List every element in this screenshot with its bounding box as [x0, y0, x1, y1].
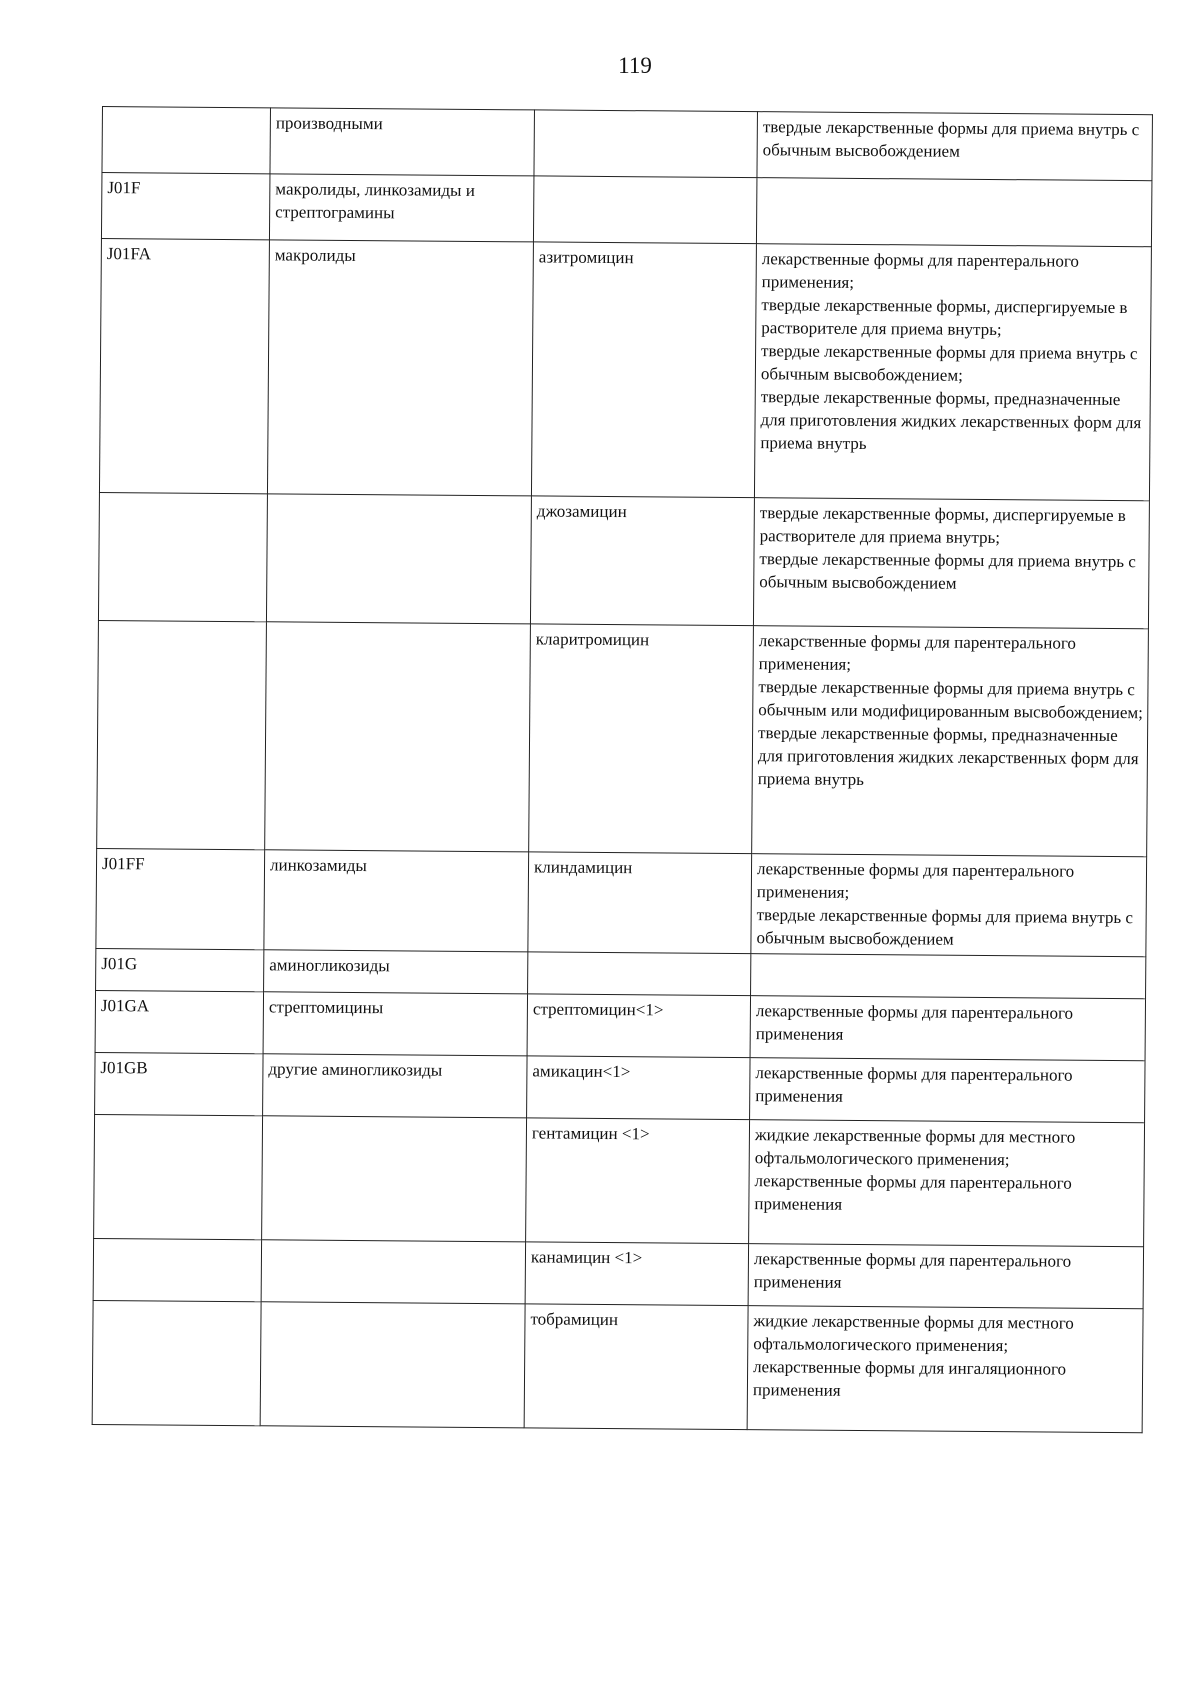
atc-code-cell: [94, 1114, 263, 1239]
drug-name-cell: стрептомицин<1>: [527, 994, 750, 1058]
atc-code-cell: [93, 1238, 261, 1301]
atc-code-cell: J01GA: [95, 990, 263, 1053]
drug-name-cell: [534, 110, 758, 178]
dosage-form-text: жидкие лекарственные формы для местного офтальмологического применения;: [753, 1311, 1074, 1356]
dosage-form-text: твердые лекарственные формы для приема внутрь с обычным высвобождением: [756, 905, 1134, 949]
dosage-form-text: лекарственные формы для ингаляционного применения: [752, 1357, 1067, 1400]
table-row: [101, 173, 1151, 247]
dosage-form-text: твердые лекарственные формы, предназначенные для приготовления жидких лекарственных форм для приема внутрь: [760, 387, 1142, 454]
drug-name-cell: гентамицин <1>: [526, 1118, 750, 1244]
group-name-cell: линкозамиды: [264, 850, 529, 952]
dosage-form-text: твердые лекарственные формы, диспергируемые в растворителе для приема внутрь;: [759, 503, 1126, 548]
drug-name-cell: канамицин <1>: [525, 1242, 748, 1306]
dosage-form-text: лекарственные формы для парентерального применения;: [756, 859, 1075, 902]
table-row: [95, 1052, 1145, 1122]
group-name-cell: аминогликозиды: [264, 950, 528, 994]
table-row: [95, 990, 1145, 1060]
dosage-form-text: твердые лекарственные формы для приема внутрь с обычным высвобождением: [762, 117, 1140, 161]
group-name-cell: [266, 494, 531, 624]
table-row: [97, 620, 1149, 856]
dosage-forms-cell: [751, 854, 1147, 957]
dosage-forms-cell: [750, 996, 1145, 1061]
dosage-forms-cell: [757, 112, 1153, 181]
table-body: [92, 107, 1152, 1433]
drug-name-cell: [533, 176, 757, 244]
dosage-form-text: твердые лекарственные формы, диспергируемые в растворителе для приема внутрь;: [761, 295, 1128, 340]
dosage-form-text: лекарственные формы для парентерального применения: [753, 1249, 1072, 1292]
drug-name-cell: клиндамицин: [528, 852, 752, 954]
drug-name-cell: [528, 952, 751, 996]
drug-name-cell: азитромицин: [531, 242, 756, 498]
atc-code-cell: [92, 1300, 261, 1425]
atc-code-cell: J01GB: [95, 1052, 263, 1115]
group-name-cell: стрептомицины: [263, 992, 527, 1056]
table-row: [92, 1300, 1143, 1432]
group-name-cell: другие аминогликозиды: [263, 1054, 527, 1118]
dosage-forms-cell: [751, 954, 1146, 999]
atc-code-cell: [102, 107, 271, 174]
atc-code-cell: [98, 492, 267, 621]
drug-name-cell: амикацин<1>: [527, 1056, 750, 1120]
group-name-cell: [265, 622, 531, 852]
page-number: 119: [618, 53, 652, 78]
group-name-cell: макролиды, линкозамиды и стрептограмины: [269, 174, 534, 242]
atc-code-cell: J01G: [96, 948, 264, 991]
group-name-cell: [262, 1116, 527, 1242]
dosage-forms-cell: [749, 1120, 1145, 1247]
atc-code-cell: J01FA: [99, 238, 269, 493]
dosage-forms-cell: [752, 626, 1149, 857]
dosage-form-text: лекарственные формы для парентерального применения;: [761, 249, 1080, 292]
drug-table: [92, 106, 1153, 1433]
dosage-form-text: лекарственные формы для парентерального применения: [755, 1001, 1074, 1044]
dosage-form-text: твердые лекарственные формы для приема внутрь с обычным высвобождением: [759, 549, 1136, 593]
dosage-form-text: лекарственные формы для парентерального применения: [754, 1171, 1072, 1214]
atc-code-cell: J01F: [101, 173, 270, 240]
dosage-form-text: лекарственные формы для парентерального применения;: [758, 631, 1077, 674]
dosage-form-text: твердые лекарственные формы для приема внутрь с обычным или модифицированным высвобождением;: [758, 677, 1144, 723]
atc-code-cell: J01FF: [96, 848, 265, 949]
table-row: [99, 238, 1151, 500]
table-row: [98, 492, 1149, 628]
group-name-cell: [260, 1302, 525, 1428]
group-name-cell: производными: [270, 108, 535, 176]
table-row: [102, 107, 1152, 181]
atc-code-cell: [97, 620, 267, 849]
dosage-forms-cell: [753, 498, 1149, 629]
dosage-form-text: твердые лекарственные формы, предназначенные для приготовления жидких лекарственных форм для приема внутрь: [757, 723, 1139, 790]
dosage-form-text: лекарственные формы для парентерального применения: [755, 1063, 1073, 1106]
table-row: [96, 848, 1147, 956]
drug-name-cell: джозамицин: [530, 496, 754, 626]
dosage-forms-cell: [756, 178, 1152, 247]
dosage-forms-cell: [750, 1058, 1145, 1123]
drug-name-cell: тобрамицин: [524, 1304, 748, 1430]
table-row: [94, 1114, 1145, 1246]
drug-name-cell: кларитромицин: [529, 624, 754, 854]
group-name-cell: [261, 1240, 525, 1304]
dosage-form-text: жидкие лекарственные формы для местного офтальмологического применения;: [754, 1125, 1076, 1170]
table-row: [93, 1238, 1143, 1308]
group-name-cell: макролиды: [267, 240, 533, 496]
dosage-forms-cell: [747, 1306, 1143, 1433]
dosage-form-text: твердые лекарственные формы для приема внутрь с обычным высвобождением;: [760, 341, 1138, 385]
dosage-forms-cell: [754, 244, 1151, 501]
dosage-forms-cell: [748, 1244, 1143, 1309]
